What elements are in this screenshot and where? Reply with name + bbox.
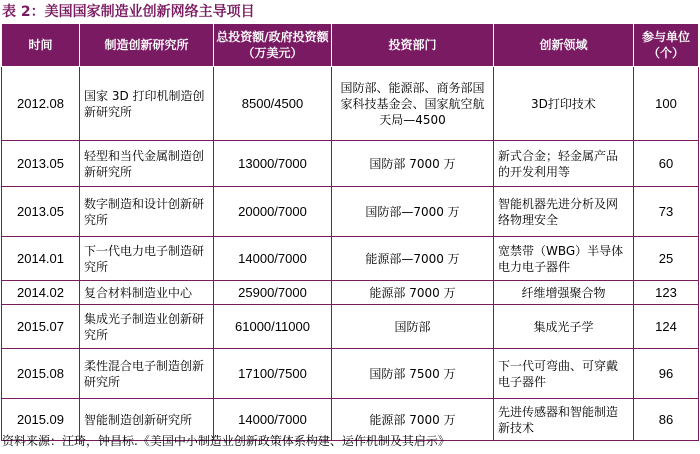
cell-field: 3D打印技术 xyxy=(494,67,634,141)
cell-institute: 国家 3D 打印机制造创新研究所 xyxy=(80,67,214,141)
cell-department: 能源部 7000 万 xyxy=(332,281,494,305)
cell-department: 国防部—7000 万 xyxy=(332,187,494,237)
source-note: 资料来源：汪琦，钟昌标.《美国中小制造业创新政策体系构建、运作机制及其启示》 xyxy=(2,434,450,448)
cell-institute: 集成光子制造业创新研究所 xyxy=(80,305,214,349)
table-row xyxy=(2,281,699,305)
table-row xyxy=(2,67,699,141)
table-row xyxy=(2,237,699,281)
cell-investment: 14000/7000 xyxy=(214,399,332,441)
cell-time: 2013.05 xyxy=(2,187,80,237)
cell-investment: 25900/7000 xyxy=(214,281,332,305)
table-row xyxy=(2,349,699,399)
header-investment: 总投资额/政府投资额（万美元） xyxy=(214,24,332,67)
cell-investment: 8500/4500 xyxy=(214,67,332,141)
cell-time: 2013.05 xyxy=(2,141,80,187)
cell-institute: 下一代电力电子制造研究所 xyxy=(80,237,214,281)
cell-institute: 智能制造创新研究所 xyxy=(80,399,214,441)
cell-time: 2015.07 xyxy=(2,305,80,349)
cell-participants: 60 xyxy=(634,141,699,187)
header-time: 时间 xyxy=(2,24,80,67)
cell-participants: 124 xyxy=(634,305,699,349)
table-row xyxy=(2,305,699,349)
cell-time: 2012.08 xyxy=(2,67,80,141)
cell-department: 能源部 7000 万 xyxy=(332,399,494,441)
header-participants: 参与单位（个） xyxy=(634,24,699,67)
cell-institute: 轻型和当代金属制造创新研究所 xyxy=(80,141,214,187)
cell-investment: 61000/11000 xyxy=(214,305,332,349)
cell-investment: 17100/7500 xyxy=(214,349,332,399)
cell-participants: 100 xyxy=(634,67,699,141)
table-title: 表 2：美国国家制造业创新网络主导项目 xyxy=(2,4,255,20)
cell-field: 先进传感器和智能制造新技术 xyxy=(494,399,634,441)
cell-department: 国防部 xyxy=(332,305,494,349)
cell-participants: 25 xyxy=(634,237,699,281)
cell-field: 智能机器先进分析及网络物理安全 xyxy=(494,187,634,237)
cell-participants: 86 xyxy=(634,399,699,441)
cell-time: 2015.09 xyxy=(2,399,80,441)
cell-department: 国防部 7500 万 xyxy=(332,349,494,399)
cell-time: 2014.01 xyxy=(2,237,80,281)
cell-department: 国防部、能源部、商务部国家科技基金会、国家航空航天局—4500 xyxy=(332,67,494,141)
cell-investment: 20000/7000 xyxy=(214,187,332,237)
header-institute: 制造创新研究所 xyxy=(80,24,214,67)
cell-participants: 73 xyxy=(634,187,699,237)
table-row xyxy=(2,141,699,187)
table-row xyxy=(2,187,699,237)
cell-field: 新式合金；轻金属产品的开发利用等 xyxy=(494,141,634,187)
table-header-row xyxy=(2,24,699,67)
cell-field: 集成光子学 xyxy=(494,305,634,349)
cell-investment: 14000/7000 xyxy=(214,237,332,281)
cell-investment: 13000/7000 xyxy=(214,141,332,187)
cell-institute: 柔性混合电子制造创新研究所 xyxy=(80,349,214,399)
cell-participants: 96 xyxy=(634,349,699,399)
cell-time: 2014.02 xyxy=(2,281,80,305)
cell-department: 国防部 7000 万 xyxy=(332,141,494,187)
cell-institute: 复合材料制造业中心 xyxy=(80,281,214,305)
cell-department: 能源部—7000 万 xyxy=(332,237,494,281)
header-department: 投资部门 xyxy=(332,24,494,67)
cell-time: 2015.08 xyxy=(2,349,80,399)
cell-field: 纤维增强聚合物 xyxy=(494,281,634,305)
header-field: 创新领域 xyxy=(494,24,634,67)
cell-field: 下一代可弯曲、可穿戴电子器件 xyxy=(494,349,634,399)
cell-participants: 123 xyxy=(634,281,699,305)
cell-field: 宽禁带（WBG）半导体电力电子器件 xyxy=(494,237,634,281)
cell-institute: 数字制造和设计创新研究所 xyxy=(80,187,214,237)
innovation-network-table xyxy=(1,23,699,441)
